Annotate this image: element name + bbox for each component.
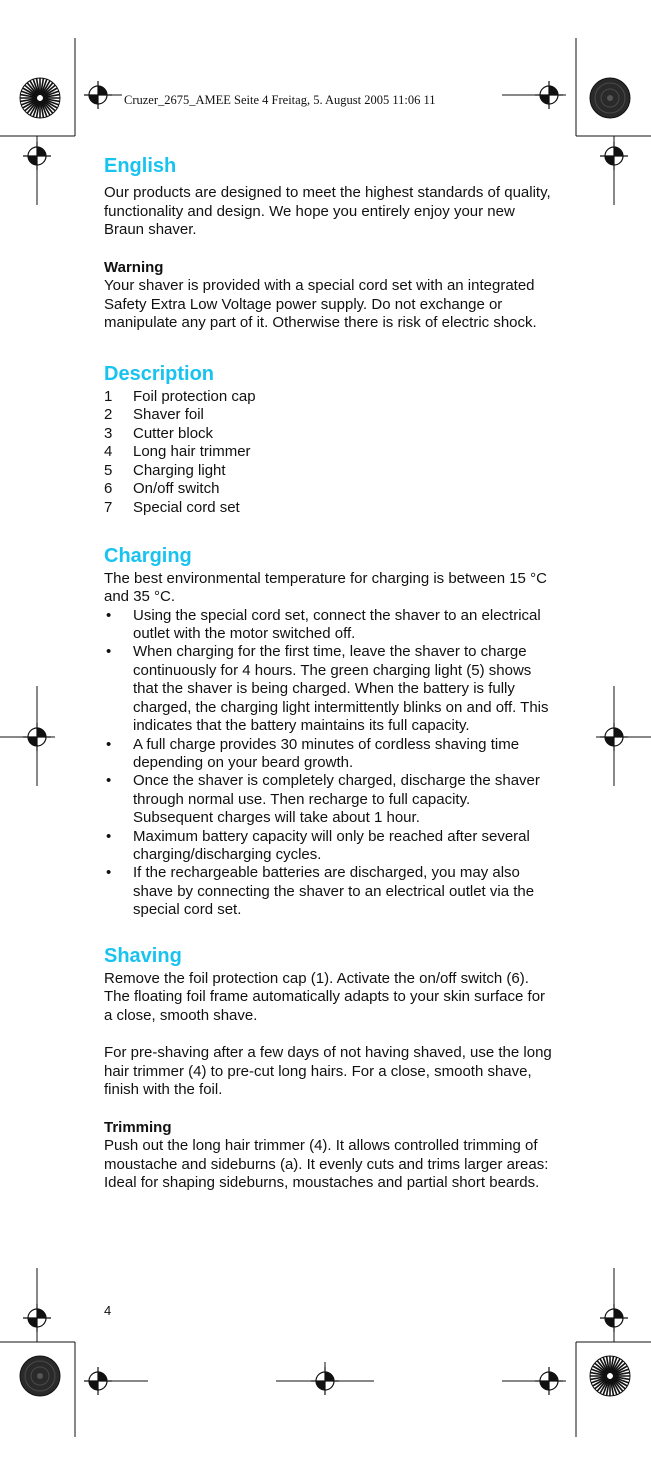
list-item: • Once the shaver is completely charged, discharge the shaver through normal use. Then recharge to full capacity. Subsequent charges will take about 1 hour.	[106, 772, 540, 827]
list-item: 5 Charging light	[104, 461, 226, 479]
list-item: 6 On/off switch	[104, 480, 220, 498]
trimming-paragraph: Push out the long hair trimmer (4). It allows controlled trimming of moustache and sideburns (a). It evenly cuts and trims larger areas: Ideal for shaping sideburns, moustaches and partial short beards.	[104, 1137, 549, 1192]
trimming-heading: Trimming	[104, 1118, 172, 1136]
page-content	[104, 152, 554, 1193]
pre-shaving-paragraph: For pre-shaving after a few days of not having shaved, use the long hair trimmer (4) to pre-cut long hairs. For a close, smooth shave, finish with the foil.	[104, 1044, 552, 1099]
list-item: • If the rechargeable batteries are discharged, you may also shave by connecting the shaver to an electrical outlet via the special cord set.	[106, 864, 535, 919]
page-number: 4	[104, 1303, 112, 1318]
list-item: 3 Cutter block	[104, 424, 214, 442]
list-item: 7 Special cord set	[104, 499, 240, 517]
list-item: 1 Foil protection cap	[104, 387, 256, 405]
shaving-paragraph: Remove the foil protection cap (1). Activate the on/off switch (6). The floating foil frame automatically adapts to your skin surface for a close, smooth shave.	[104, 969, 546, 1024]
parts-list	[104, 388, 554, 518]
section-title-charging: Charging	[104, 544, 192, 567]
section-description	[104, 360, 554, 518]
section-title-description: Description	[104, 362, 215, 385]
section-charging	[104, 542, 554, 920]
section-english	[104, 152, 554, 333]
print-slug-line: Cruzer_2675_AMEE Seite 4 Freitag, 5. August 2005 11:06 11	[124, 93, 436, 107]
intro-paragraph: Our products are designed to meet the highest standards of quality, functionality and design. We hope you entirely enjoy your new Braun shaver.	[104, 184, 551, 238]
warning-heading: Warning	[104, 258, 164, 276]
section-title-english: English	[104, 155, 177, 177]
list-item: • A full charge provides 30 minutes of cordless shaving time depending on your beard growth.	[106, 735, 520, 771]
list-item: 4 Long hair trimmer	[104, 443, 251, 461]
list-item: • When charging for the first time, leave the shaver to charge continuously for 4 hours. The green charging light (5) shows that the shaver is being charged. When the battery is fully charged, the charging light intermittently blinks on and off. This indicates that the battery maintains its full capacity.	[106, 643, 549, 735]
list-item: • Maximum battery capacity will only be reached after several charging/discharging cycles.	[106, 827, 530, 863]
charging-bullets	[104, 607, 554, 920]
list-item: 2 Shaver foil	[104, 406, 204, 424]
section-shaving	[104, 942, 554, 1193]
charging-intro: The best environmental temperature for charging is between 15 °C and 35 °C.	[104, 569, 547, 606]
warning-paragraph: Your shaver is provided with a special cord set with an integrated Safety Extra Low Voltage power supply. Do not exchange or manipulate any part of it. Otherwise there is risk of electric shock.	[104, 277, 537, 331]
list-item: • Using the special cord set, connect the shaver to an electrical outlet with the motor switched off.	[106, 606, 541, 643]
section-title-shaving: Shaving	[104, 944, 182, 967]
